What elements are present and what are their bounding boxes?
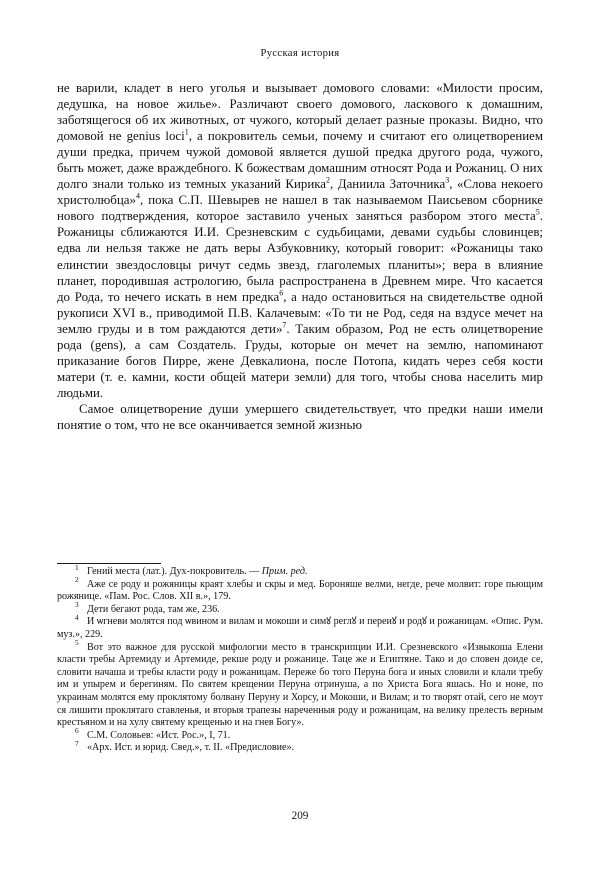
body-text-block [57,80,543,433]
footnote-text [87,566,308,577]
footnote-block [57,562,543,755]
text-run: , Даниила Заточника [330,177,446,192]
footnote-reference[interactable]: 2 [326,175,331,185]
footnote-item: 5 Вот это важное для русской мифологии место в транскрипции И.И. Срезневского «Извыкоша Елени класти требы Артемиду и Артемиде, рекше роду и рожанице. Таце же и Египтяне. Тако и до словен доиде се, словити начаша и требы класти роду и рожаницам. Переже бо того Перуна бога и иных словили и клали требу им и упырем и берегиням. По святем крещении Перуна отринуша, а по Христа Бога яшась. Но и ноне, по украинам молятся ему проклятому болвану Перуну и Хорсу, и Мокоши, и Вилам; и то творят отай, сего не моут ся лишити проклятаго ставленья, и вторыя трапезы нареченныя роду и рожаницам, на велику прелесть верным крестьяном и на хулу святему крещенью и на гнев Богу». [57,638,543,729]
latin-term: gens [94,337,119,352]
text-run: Самое олицетворение души умершего свидетельствует, что предки наши имели понятие о том, что не все оканчивается земной жизнью [57,401,543,432]
footnote-text [87,604,220,615]
text-run: . Рожаницы сближаются И.И. Срезневским с судьбицами, девами судьбы словинцев; едва ли нельзя также не дать веры Азбуковнику, который говорит: «Рожаницы тако елинстии звездословцы ричут седмь звезд, глаголемых планиты»; вера в влияние планет, породившая астрологию, была распространена в Древнем мире. Что касается до Рода, то нечего искать в нем предка [57,209,543,304]
footnote-text [87,730,230,741]
text-run: И ѡгневи молятся под ѡвином и вилам и мокоши и симꙋ реглꙋ и переиꙋ и родꙋ и рожаницам. «Опис. Рум. муз.», 229. [57,616,543,640]
text-run: , а надо остановиться на свидетельстве одной рукописи XVI в., приводимой П.В. Калачевым: «То ти не Род, седя на вздусе мечет на землю груды и в том раждаются дети» [57,289,543,336]
running-head: Русская история [260,48,340,59]
body-paragraph [57,401,543,433]
footnote-item: 3 Дети бегают рода, там же, 236. [75,600,220,615]
footnote-reference[interactable]: 5 [535,208,540,218]
footnote-item: 2 Аже се роду и рожяницы краят хлебы и скры и мед. Бороняше велми, негде, рече молвит: горе пьющим рожянице. «Пам. Рос. Слов. XII в.», 179. [57,575,543,603]
footnote-item: 1 Гений места (лат.). Дух-покровитель. — Прим. ред. [75,562,308,577]
page-number: 209 [291,810,309,822]
body-paragraph [57,80,543,401]
text-run: , пока С.П. Шевырев не нашел в так называемом Паисьевом сборнике нового подтверждения, которое заставило ученых заняться разбором этого места [57,193,543,224]
footnote-reference[interactable]: 4 [135,192,140,202]
text-run: Гений места (лат.). Дух-покровитель. — [87,566,262,577]
text-run: не варили, кладет в него уголья и вызывает домового словами: «Милости просим, дедушка, на новое жилье». Различают своего домового, ласкового к домашним, заботящегося об их животных, от чужого, который делает разные проказы. Видно, что домовой не [57,81,543,144]
footnote-reference[interactable]: 3 [445,175,450,185]
footnote-reference[interactable]: 6 [279,288,284,298]
footnote-text [57,575,543,603]
text-run: Дети бегают рода, там же, 236. [87,603,220,615]
text-run: , «Слова некоего христолюбца» [57,177,543,208]
editorial-note: Прим. ред. [261,566,308,577]
footnote-text [57,613,543,640]
text-run: . Таким образом, Род не есть олицетворение рода ( [57,321,543,352]
footnote-item: 6 С.М. Соловьев: «Ист. Рос.», I, 71. [75,726,231,741]
footnote-text [57,638,543,729]
text-run: Вот это важное для русской мифологии место в транскрипции И.И. Срезневского «Извыкоша Елени класти требы Артемиду и Артемиде, рекше роду и рожанице. Таце же и Египтяне. Тако и до словен доиде се, словити начаша и требы класти роду и рожаницам. Переже бо того Перуна бога и иных словили и клали требу им и упырем и берегиням. По святем крещении Перуна отринуша, а по Христа Бога яшась. Но и ноне, по украинам молятся ему проклятому болвану Перуну и Хорсу, и Мокоши, и Вилам; и то творят отай, сего не моут ся лишити проклятаго ставленья, и вторыя трапезы нареченныя роду и рожаницам, на велику прелесть верным крестьяном и на хулу святему крещенью и на гнев Богу». [57,641,543,729]
footnote-item: 4 И ѡгневи молятся под ѡвином и вилам и мокоши и симꙋ реглꙋ и переиꙋ и родꙋ и рожаницам. «Опис. Рум. муз.», 229. [57,613,543,640]
footnote-text [87,742,294,753]
footnote-reference[interactable]: 7 [282,320,287,330]
text-run: С.М. Соловьев: «Ист. Рос.», I, 71. [87,729,231,741]
text-run: , а покровитель семьи, почему и считают его олицетворением души предка, причем чужой домовой является душой предка другого рода, чужого, быть может, даже враждебного. К божествам домашним относят Рода и Рожаниц. О них долго знали только из темных указаний Кирика [57,129,544,192]
text-run: Аже се роду и рожяницы краят хлебы и скры и мед. Бороняше велми, негде, рече молвит: горе пьющим рожянице. «Пам. Рос. Слов. XII в.», 179. [57,578,543,603]
text-run: «Арх. Ист. и юрид. Свед.», т. II. «Предисловие». [87,742,295,754]
text-run: ), а сам Создатель. Груды, которые он мечет на землю, напоминают приказание богов Пирре, жене Девкалиона, после Потопа, кидать через себя кости матери (т. е. камни, кости общей матери земли) для того, чтобы снова населить мир людьми. [57,337,543,400]
footnote-item: 7 «Арх. Ист. и юрид. Свед.», т. II. «Предисловие». [75,738,295,754]
footnote-separator-rule [57,563,161,564]
latin-term: genius loci [126,129,185,144]
footnote-reference[interactable]: 1 [184,127,189,137]
